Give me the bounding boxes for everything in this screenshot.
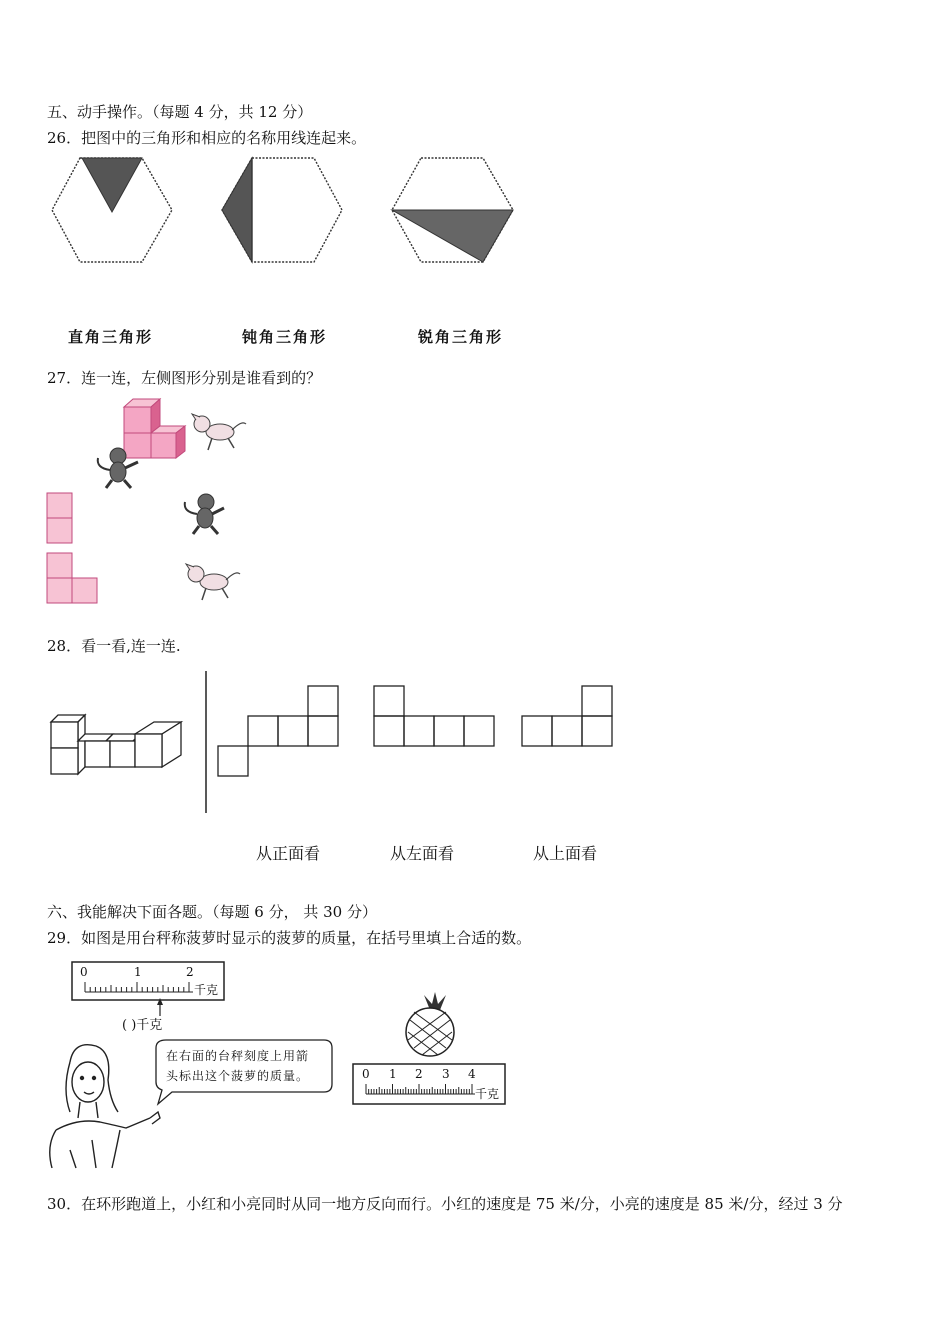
- q26-text: 26．把图中的三角形和相应的名称用线连起来。: [47, 129, 367, 147]
- scale1-tick-2: 2: [186, 965, 194, 979]
- q28-label-front: 从正面看: [256, 844, 321, 863]
- pineapple-icon: [406, 992, 454, 1056]
- section5-heading: 五、动手操作。（每题 4 分，共 12 分）: [47, 103, 313, 121]
- q29-text: 29．如图是用台秤称菠萝时显示的菠萝的质量，在括号里填上合适的数。: [47, 929, 532, 947]
- scale2-tick-0: 0: [362, 1067, 370, 1081]
- scale1-tick-1: 1: [134, 965, 142, 979]
- q26-label-acute: 锐角三角形: [418, 328, 504, 346]
- bubble-line-1: 在右面的台秤刻度上用箭: [166, 1049, 310, 1063]
- scale2-tick-1: 1: [389, 1067, 397, 1081]
- bubble-line-2: 头标出这个菠萝的质量。: [166, 1069, 310, 1083]
- scale1-unit: 千克: [194, 983, 219, 997]
- scale2-tick-4: 4: [468, 1067, 476, 1081]
- q26-label-obtuse: 钝角三角形: [242, 328, 328, 346]
- q28-label-top: 从上面看: [533, 844, 598, 863]
- scale1-tick-0: 0: [80, 965, 88, 979]
- answer-blank: ( )千克: [122, 1018, 163, 1033]
- q26-label-right: 直角三角形: [68, 328, 154, 346]
- scale2-unit: 千克: [475, 1087, 500, 1101]
- q30-text: 30．在环形跑道上，小红和小亮同时从同一地方反向而行。小红的速度是 75 米/分，小亮的速度是 85 米/分，经过 3 分: [47, 1195, 843, 1213]
- scale2-tick-2: 2: [415, 1067, 423, 1081]
- q27-text: 27．连一连，左侧图形分别是谁看到的？: [47, 369, 322, 387]
- section6-heading: 六、我能解决下面各题。（每题 6 分， 共 30 分）: [47, 903, 377, 921]
- q28-text: 28．看一看,连一连.: [47, 637, 181, 655]
- scale2-tick-3: 3: [442, 1067, 450, 1081]
- q28-label-left: 从左面看: [390, 844, 455, 863]
- teacher-illustration: [50, 1045, 160, 1168]
